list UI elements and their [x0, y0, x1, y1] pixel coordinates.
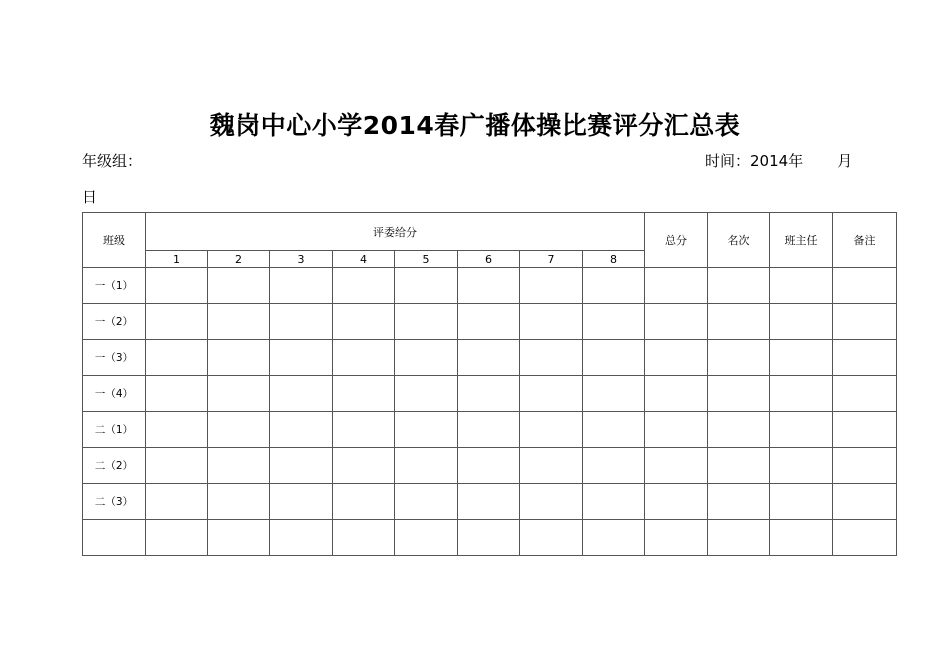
- header-note: 备注: [833, 213, 897, 268]
- score-cell: [270, 412, 333, 448]
- header-total: 总分: [645, 213, 708, 268]
- judge-number: 2: [208, 251, 270, 268]
- score-cell: [833, 340, 897, 376]
- score-cell: [146, 448, 208, 484]
- score-cell: [583, 484, 645, 520]
- score-cell: [458, 448, 520, 484]
- header-judges: 评委给分: [146, 213, 645, 251]
- score-cell: [395, 520, 458, 556]
- score-cell: [458, 484, 520, 520]
- table-row: [83, 304, 897, 340]
- score-cell: [770, 376, 833, 412]
- score-cell: [770, 340, 833, 376]
- score-cell: [708, 268, 770, 304]
- score-cell: [395, 448, 458, 484]
- score-cell: [333, 520, 395, 556]
- score-cell: [395, 484, 458, 520]
- table-row: [83, 520, 897, 556]
- header-rank: 名次: [708, 213, 770, 268]
- score-cell: [208, 484, 270, 520]
- score-cell: [833, 412, 897, 448]
- class-name-cell: 一（4）: [83, 376, 146, 412]
- score-cell: [333, 448, 395, 484]
- judge-number: 8: [583, 251, 645, 268]
- score-cell: [833, 304, 897, 340]
- score-cell: [146, 412, 208, 448]
- score-cell: [458, 376, 520, 412]
- score-cell: [708, 340, 770, 376]
- score-cell: [146, 340, 208, 376]
- score-table: [82, 212, 897, 556]
- score-cell: [645, 448, 708, 484]
- score-cell: [583, 340, 645, 376]
- grade-group-label: 年级组：: [82, 152, 143, 170]
- day-label: 日: [82, 188, 98, 206]
- score-cell: [770, 448, 833, 484]
- score-cell: [583, 268, 645, 304]
- score-cell: [708, 448, 770, 484]
- class-name-cell: 二（2）: [83, 448, 146, 484]
- judge-number: 7: [520, 251, 583, 268]
- score-cell: [833, 484, 897, 520]
- score-cell: [395, 268, 458, 304]
- score-cell: [395, 340, 458, 376]
- score-cell: [458, 304, 520, 340]
- header-row: [83, 213, 897, 251]
- score-cell: [708, 412, 770, 448]
- score-cell: [208, 412, 270, 448]
- class-name-cell: 二（1）: [83, 412, 146, 448]
- score-cell: [458, 268, 520, 304]
- class-name-cell: 一（2）: [83, 304, 146, 340]
- score-cell: [146, 304, 208, 340]
- score-cell: [333, 484, 395, 520]
- judge-number: 1: [146, 251, 208, 268]
- score-cell: [270, 340, 333, 376]
- score-cell: [833, 376, 897, 412]
- score-cell: [520, 376, 583, 412]
- score-cell: [208, 376, 270, 412]
- score-cell: [270, 448, 333, 484]
- class-name-cell: 二（3）: [83, 484, 146, 520]
- score-cell: [146, 484, 208, 520]
- judge-number: 4: [333, 251, 395, 268]
- score-cell: [458, 520, 520, 556]
- score-cell: [146, 376, 208, 412]
- score-cell: [270, 376, 333, 412]
- class-name-cell: [83, 520, 146, 556]
- score-cell: [770, 412, 833, 448]
- score-cell: [645, 520, 708, 556]
- score-cell: [833, 268, 897, 304]
- score-cell: [333, 304, 395, 340]
- score-cell: [708, 376, 770, 412]
- score-cell: [520, 448, 583, 484]
- score-cell: [833, 448, 897, 484]
- header-class: 班级: [83, 213, 146, 268]
- score-cell: [333, 340, 395, 376]
- score-cell: [645, 304, 708, 340]
- score-cell: [645, 484, 708, 520]
- table-row: [83, 340, 897, 376]
- month-label: 月: [837, 152, 853, 170]
- class-name-cell: 一（1）: [83, 268, 146, 304]
- score-cell: [395, 304, 458, 340]
- table-row: [83, 376, 897, 412]
- time-line: [705, 150, 852, 171]
- year-value: 2014年: [750, 152, 804, 170]
- score-cell: [770, 268, 833, 304]
- score-cell: [146, 520, 208, 556]
- score-cell: [770, 484, 833, 520]
- class-name-cell: 一（3）: [83, 340, 146, 376]
- score-cell: [583, 412, 645, 448]
- score-cell: [458, 340, 520, 376]
- score-cell: [645, 376, 708, 412]
- time-label: 时间：: [705, 152, 751, 170]
- score-cell: [208, 448, 270, 484]
- score-cell: [583, 448, 645, 484]
- score-cell: [520, 304, 583, 340]
- table-row: [83, 412, 897, 448]
- page-title: 魏岗中心小学2014春广播体操比赛评分汇总表: [209, 111, 741, 140]
- score-cell: [645, 340, 708, 376]
- score-cell: [146, 268, 208, 304]
- score-cell: [270, 520, 333, 556]
- judge-number: 5: [395, 251, 458, 268]
- score-cell: [333, 268, 395, 304]
- score-cell: [708, 484, 770, 520]
- judge-number: 6: [458, 251, 520, 268]
- score-cell: [520, 412, 583, 448]
- score-cell: [270, 304, 333, 340]
- score-cell: [520, 520, 583, 556]
- table-row: [83, 268, 897, 304]
- score-cell: [270, 268, 333, 304]
- score-cell: [333, 376, 395, 412]
- score-cell: [458, 412, 520, 448]
- judge-number: 3: [270, 251, 333, 268]
- score-cell: [270, 484, 333, 520]
- score-cell: [333, 412, 395, 448]
- score-cell: [583, 304, 645, 340]
- score-cell: [645, 412, 708, 448]
- score-cell: [770, 520, 833, 556]
- score-cell: [520, 340, 583, 376]
- score-cell: [770, 304, 833, 340]
- table-row: [83, 448, 897, 484]
- score-cell: [708, 520, 770, 556]
- score-cell: [583, 376, 645, 412]
- score-cell: [583, 520, 645, 556]
- score-cell: [833, 520, 897, 556]
- score-cell: [520, 484, 583, 520]
- score-cell: [395, 412, 458, 448]
- score-cell: [520, 268, 583, 304]
- score-cell: [208, 268, 270, 304]
- score-cell: [708, 304, 770, 340]
- score-cell: [208, 340, 270, 376]
- score-cell: [395, 376, 458, 412]
- table-row: [83, 484, 897, 520]
- score-cell: [208, 304, 270, 340]
- score-cell: [645, 268, 708, 304]
- header-teacher: 班主任: [770, 213, 833, 268]
- score-cell: [208, 520, 270, 556]
